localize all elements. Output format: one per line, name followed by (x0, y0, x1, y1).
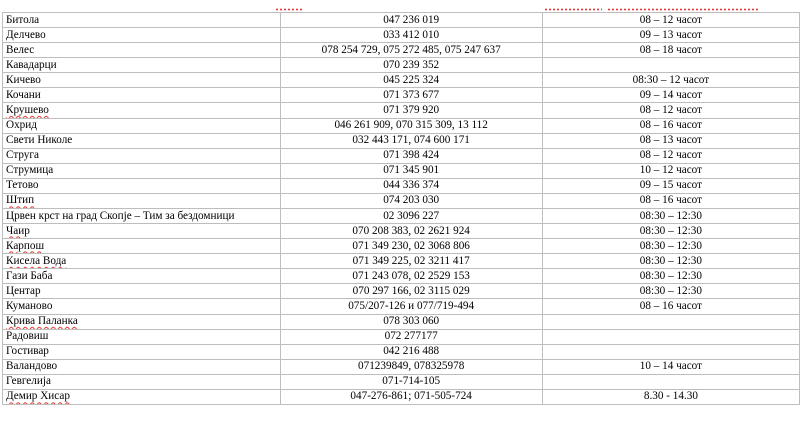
table-row (3, 178, 800, 193)
phone-cell-text: 032 443 171, 074 600 171 (352, 134, 470, 147)
phone-cell[interactable] (280, 58, 542, 73)
hours-cell-text: 08:30 – 12:30 (639, 239, 702, 252)
phone-cell[interactable] (280, 43, 542, 58)
city-cell[interactable] (3, 133, 281, 148)
table-row (3, 389, 800, 404)
hours-cell[interactable] (542, 389, 799, 404)
city-cell-text: Кичево (6, 73, 41, 86)
hours-cell[interactable] (542, 209, 799, 224)
table-row (3, 224, 800, 239)
city-cell[interactable] (3, 178, 281, 193)
phone-cell-text: 071 379 920 (383, 104, 440, 116)
phone-cell-text: 078 254 729, 075 272 485, 075 247 637 (321, 43, 501, 56)
phone-cell-text: 071 349 230, 02 3068 806 (352, 239, 470, 252)
hours-cell-text: 8.30 - 14.30 (643, 390, 698, 403)
phone-cell[interactable] (280, 178, 542, 193)
table-row (3, 13, 800, 28)
phone-cell[interactable] (280, 389, 542, 404)
city-cell-text: Кисела Вода (6, 254, 67, 267)
city-cell-text: Чаир (6, 224, 30, 237)
hours-cell-text: 08:30 – 12:30 (639, 224, 702, 237)
city-cell-text: Велес (6, 43, 35, 56)
phone-cell[interactable] (280, 88, 542, 103)
city-cell[interactable] (3, 28, 281, 43)
city-cell[interactable] (3, 209, 281, 224)
city-cell[interactable] (3, 163, 281, 178)
city-cell-text: Охрид (6, 119, 37, 132)
hours-cell-text: 08 – 13 часот (639, 134, 703, 147)
hours-cell[interactable] (542, 73, 799, 88)
city-cell[interactable] (3, 43, 281, 58)
phone-cell[interactable] (280, 118, 542, 133)
hours-cell[interactable] (542, 344, 799, 359)
hours-cell-text: 08 – 16 часот (639, 300, 703, 313)
phone-cell[interactable] (280, 209, 542, 224)
phone-cell[interactable] (280, 224, 542, 239)
hours-cell[interactable] (542, 193, 799, 208)
phone-cell-text: 042 216 488 (383, 345, 440, 358)
hours-cell[interactable] (542, 284, 799, 299)
table-row (3, 73, 800, 88)
phone-cell[interactable] (280, 73, 542, 88)
table-row (3, 148, 800, 163)
hours-cell-text: 10 – 14 часот (639, 360, 703, 373)
phone-cell-text: 047 236 019 (383, 13, 440, 26)
table-row (3, 299, 800, 314)
hours-cell[interactable] (542, 254, 799, 269)
city-cell-text: Кочани (6, 88, 41, 101)
phone-cell[interactable] (280, 374, 542, 389)
city-cell-text: Демир Хисар (6, 390, 70, 403)
city-cell[interactable] (3, 389, 281, 404)
phone-cell-text: 071 398 424 (383, 149, 440, 162)
city-cell-text: Центар (6, 284, 41, 297)
phone-cell[interactable] (280, 28, 542, 43)
table-row (3, 239, 800, 254)
table-row (3, 329, 800, 344)
contact-table (2, 12, 800, 405)
hours-cell-text: 08 – 16 часот (639, 119, 703, 132)
hours-cell[interactable] (542, 224, 799, 239)
city-cell-text: Валандово (6, 360, 58, 373)
phone-cell-text: 071 349 225, 02 3211 417 (352, 254, 470, 267)
hours-cell[interactable] (542, 329, 799, 344)
hours-cell[interactable] (542, 148, 799, 163)
table-row (3, 118, 800, 133)
spellcheck-marks-header (0, 0, 800, 12)
phone-cell-text: 071 345 901 (383, 164, 440, 177)
table-row (3, 314, 800, 329)
hours-cell-text: 08:30 – 12:30 (639, 284, 702, 297)
hours-cell-text: 08 – 18 часот (639, 43, 703, 56)
hours-cell-text: 10 – 12 часот (639, 164, 703, 177)
city-cell-text: Штип (6, 194, 35, 207)
city-cell[interactable] (3, 224, 281, 239)
phone-cell[interactable] (280, 193, 542, 208)
phone-cell-text: 071 373 677 (383, 88, 440, 101)
city-cell-text: Црвен крст на град Скопје – Тим за бездомници (6, 209, 235, 222)
city-cell[interactable] (3, 284, 281, 299)
phone-cell[interactable] (280, 299, 542, 314)
phone-cell[interactable] (280, 239, 542, 254)
phone-cell-text: 075/207-126 и 077/719-494 (348, 300, 475, 313)
phone-cell[interactable] (280, 13, 542, 28)
phone-cell[interactable] (280, 284, 542, 299)
city-cell[interactable] (3, 193, 281, 208)
city-cell[interactable] (3, 13, 281, 28)
city-cell[interactable] (3, 148, 281, 163)
phone-cell[interactable] (280, 163, 542, 178)
hours-cell[interactable] (542, 314, 799, 329)
hours-cell[interactable] (542, 58, 799, 73)
city-cell[interactable] (3, 88, 281, 103)
hours-cell-text: 08:30 – 12 часот (632, 73, 710, 86)
hours-cell[interactable] (542, 299, 799, 314)
phone-cell-text: 047-276-861; 071-505-724 (350, 390, 472, 403)
city-cell-text: Делчево (6, 28, 46, 41)
hours-cell[interactable] (542, 103, 799, 118)
city-cell[interactable] (3, 299, 281, 314)
city-cell-text: Свети Николе (6, 134, 73, 147)
city-cell[interactable] (3, 118, 281, 133)
phone-cell-text: 070 208 383, 02 2621 924 (352, 224, 470, 237)
phone-cell-text: 071-714-105 (382, 375, 441, 388)
table-row (3, 58, 800, 73)
hours-cell[interactable] (542, 359, 799, 374)
hours-cell[interactable] (542, 133, 799, 148)
city-cell[interactable] (3, 359, 281, 374)
city-cell[interactable] (3, 269, 281, 284)
phone-cell-text: 044 336 374 (383, 179, 440, 192)
hours-cell[interactable] (542, 269, 799, 284)
phone-cell[interactable] (280, 344, 542, 359)
phone-cell-text: 045 225 324 (383, 73, 440, 86)
phone-cell-text: 070 297 166, 02 3115 029 (352, 284, 470, 297)
hours-cell-text: 08 – 12 часот (639, 104, 703, 116)
phone-cell[interactable] (280, 329, 542, 344)
spellcheck-squiggle (275, 8, 302, 11)
hours-cell-text: 08 – 12 часот (639, 13, 703, 26)
city-cell[interactable] (3, 58, 281, 73)
hours-cell-text: 08:30 – 12:30 (639, 254, 702, 267)
hours-cell-text: 08 – 12 часот (639, 149, 703, 162)
city-cell-text: Гази Баба (6, 269, 53, 282)
city-cell[interactable] (3, 239, 281, 254)
hours-cell-text: 09 – 15 часот (639, 179, 703, 192)
hours-cell-text: 08:30 – 12:30 (639, 269, 702, 282)
phone-cell[interactable] (280, 359, 542, 374)
city-cell-text: Крушево (6, 104, 49, 116)
table-row (3, 88, 800, 103)
city-cell-text: Гевгелија (6, 375, 51, 388)
hours-cell[interactable] (542, 28, 799, 43)
phone-cell[interactable] (280, 103, 542, 118)
city-cell-text: Крива Паланка (6, 315, 78, 328)
city-cell-text: Кавадарци (6, 58, 57, 71)
table-row (3, 163, 800, 178)
city-cell-text: Гостивар (6, 345, 49, 358)
hours-cell[interactable] (542, 13, 799, 28)
table-row (3, 254, 800, 269)
city-cell-text: Струмица (6, 164, 54, 177)
city-cell-text: Битола (6, 13, 40, 26)
hours-cell[interactable] (542, 118, 799, 133)
hours-cell-text: 09 – 14 часот (639, 88, 703, 101)
phone-cell-text: 070 239 352 (383, 58, 440, 71)
table-row (3, 28, 800, 43)
hours-cell-text: 08:30 – 12:30 (639, 209, 702, 222)
table-row (3, 193, 800, 208)
table-row (3, 284, 800, 299)
table-row (3, 133, 800, 148)
table-row (3, 344, 800, 359)
table-row (3, 359, 800, 374)
spellcheck-squiggle (607, 8, 759, 11)
phone-cell-text: 033 412 010 (383, 28, 440, 41)
city-cell-text: Радовиш (6, 330, 49, 343)
city-cell[interactable] (3, 374, 281, 389)
table-row (3, 374, 800, 389)
hours-cell[interactable] (542, 163, 799, 178)
table-row (3, 43, 800, 58)
city-cell[interactable] (3, 314, 281, 329)
hours-cell[interactable] (542, 178, 799, 193)
phone-cell[interactable] (280, 148, 542, 163)
city-cell-text: Струга (6, 149, 39, 162)
phone-cell-text: 046 261 909, 070 315 309, 13 112 (334, 119, 488, 132)
table-row (3, 269, 800, 284)
phone-cell[interactable] (280, 269, 542, 284)
hours-cell[interactable] (542, 43, 799, 58)
table-row (3, 103, 800, 118)
table-row (3, 209, 800, 224)
hours-cell-text: 08 – 16 часот (639, 194, 703, 207)
phone-cell-text: 071239849, 078325978 (358, 360, 465, 373)
hours-cell[interactable] (542, 239, 799, 254)
phone-cell[interactable] (280, 133, 542, 148)
city-cell[interactable] (3, 344, 281, 359)
phone-cell[interactable] (280, 254, 542, 269)
phone-cell-text: 074 203 030 (383, 194, 440, 207)
hours-cell-text: 09 – 13 часот (639, 28, 703, 41)
city-cell[interactable] (3, 254, 281, 269)
phone-cell[interactable] (280, 314, 542, 329)
city-cell-text: Тетово (6, 179, 39, 192)
hours-cell[interactable] (542, 374, 799, 389)
phone-cell-text: 02 3096 227 (383, 209, 440, 222)
hours-cell[interactable] (542, 88, 799, 103)
city-cell[interactable] (3, 73, 281, 88)
phone-cell-text: 071 243 078, 02 2529 153 (352, 269, 470, 282)
city-cell-text: Карпош (6, 239, 45, 252)
phone-cell-text: 078 303 060 (383, 315, 440, 328)
spellcheck-squiggle (544, 8, 602, 11)
city-cell[interactable] (3, 103, 281, 118)
city-cell-text: Куманово (6, 300, 53, 313)
phone-cell-text: 072 277177 (384, 330, 438, 343)
city-cell[interactable] (3, 329, 281, 344)
